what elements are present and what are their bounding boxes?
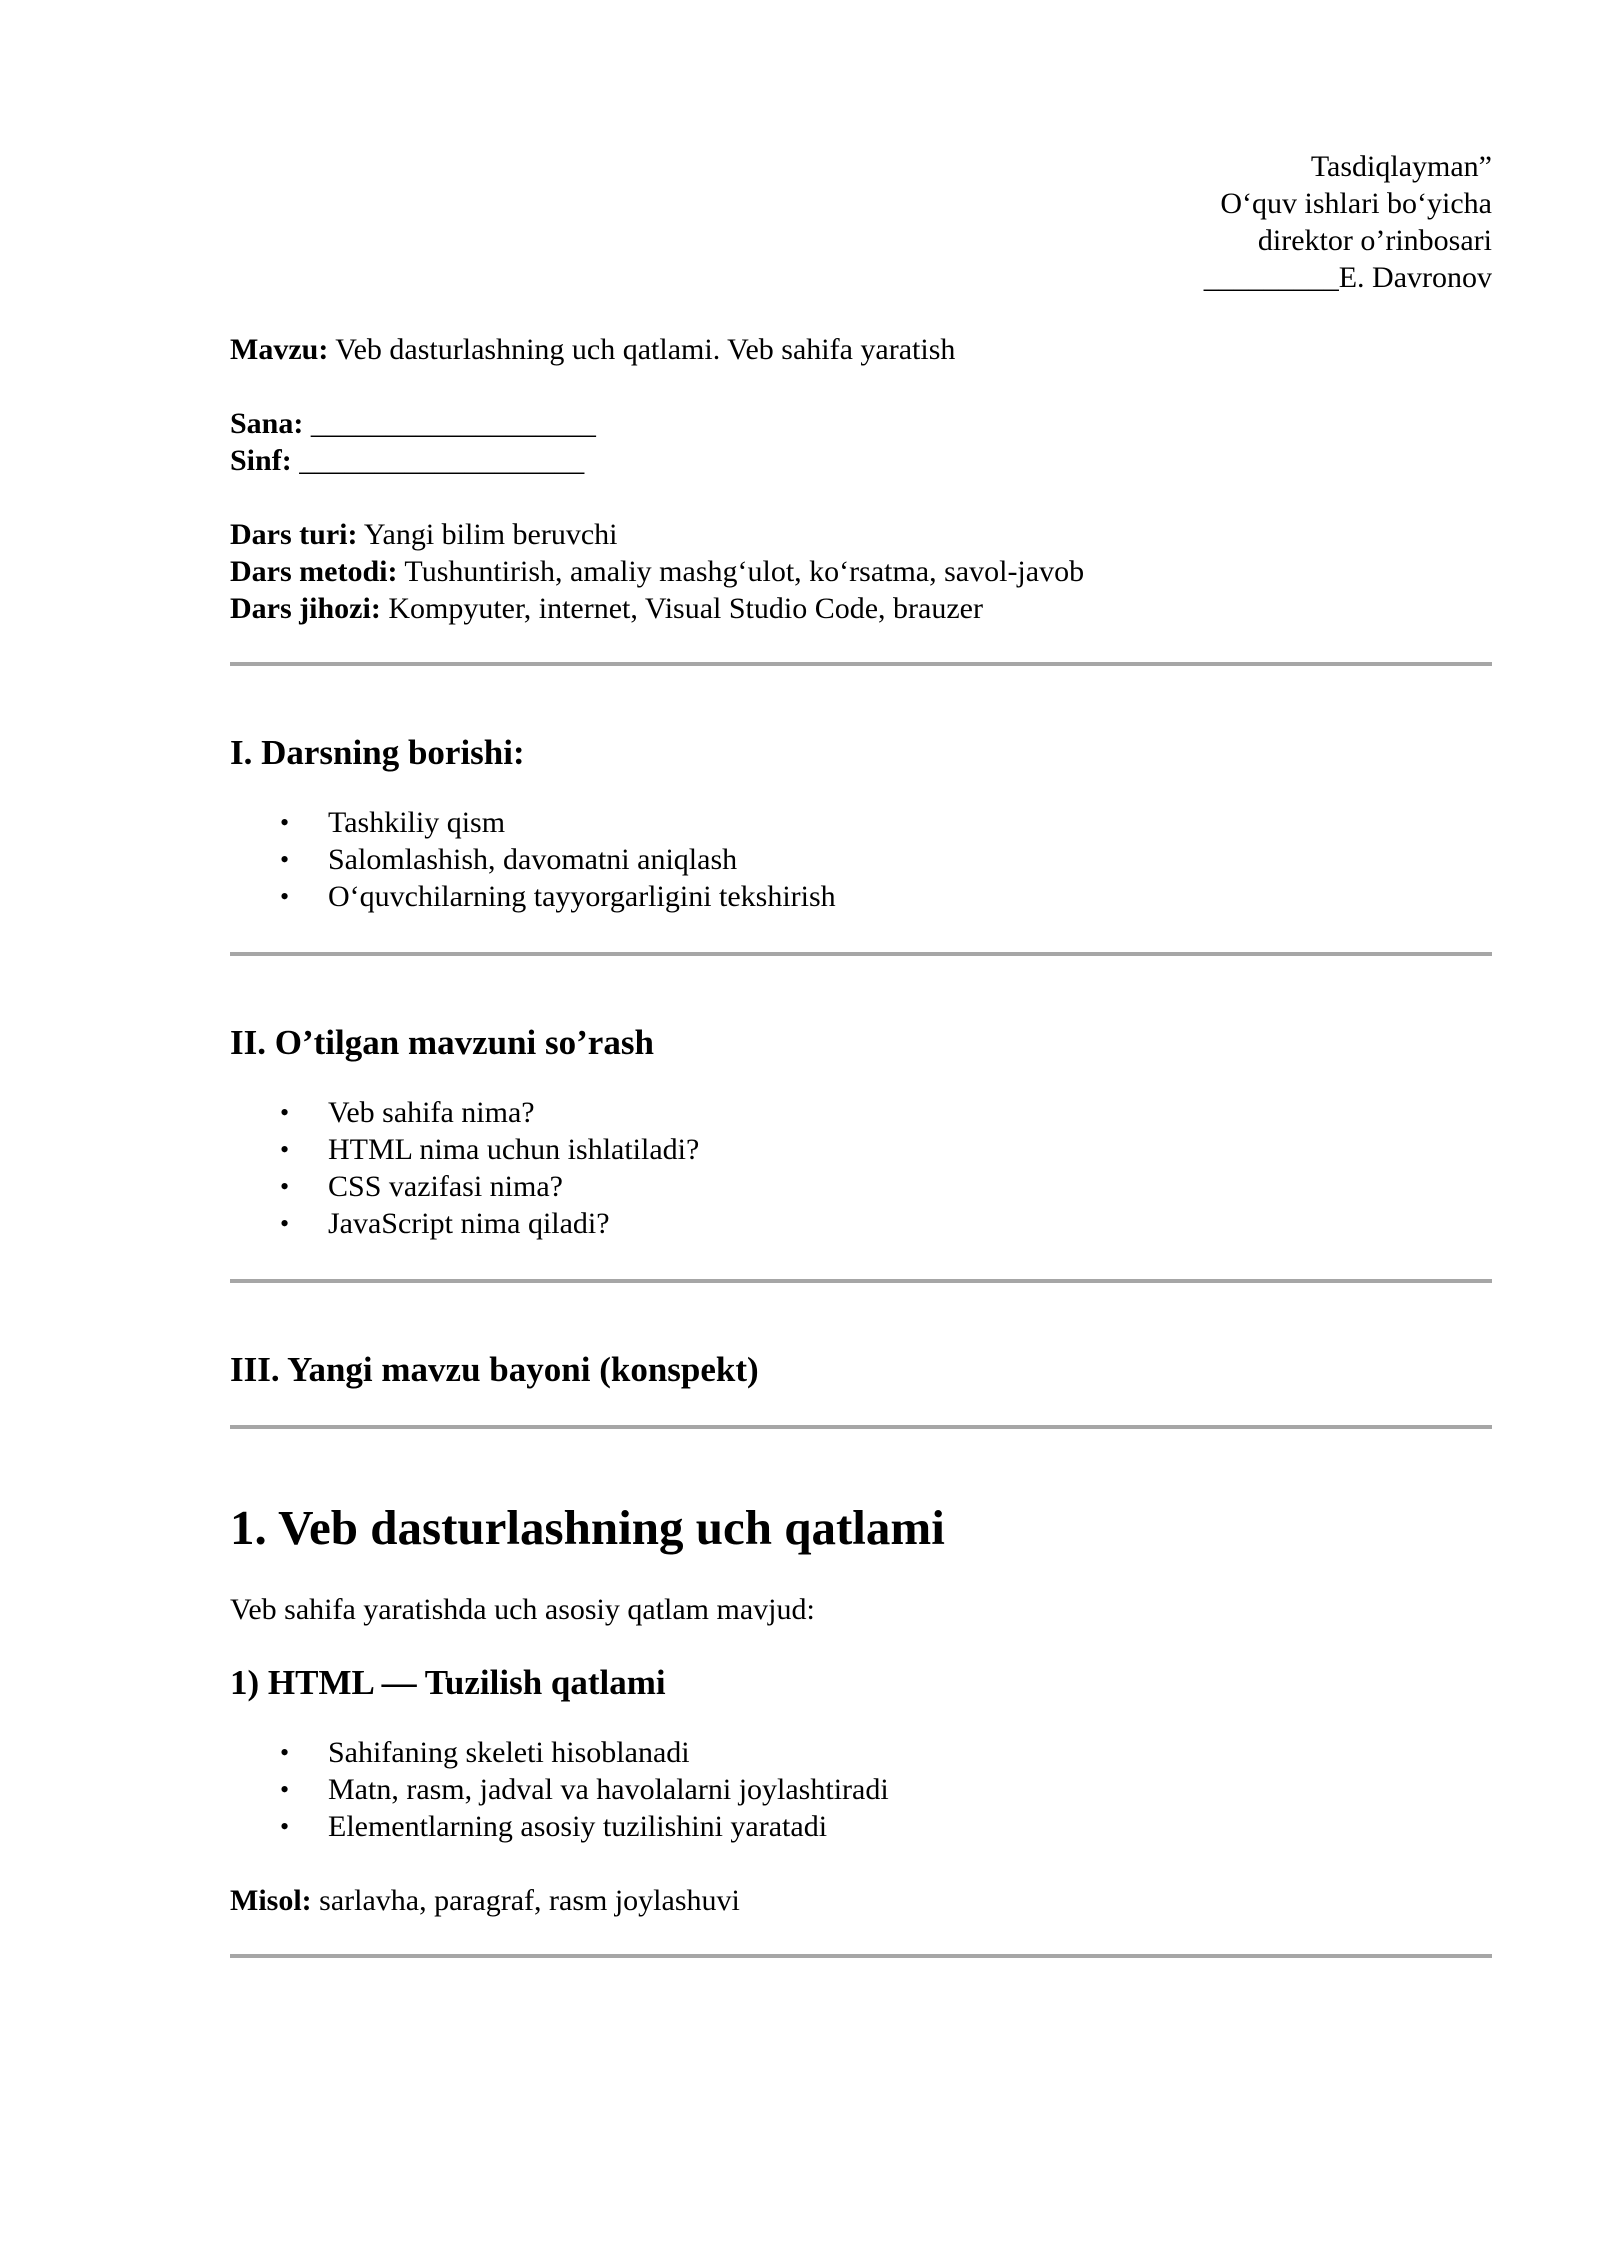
list-item-text: Tashkiliy qism — [328, 806, 506, 839]
date-label: Sana: — [230, 407, 304, 440]
lesson-info-block — [230, 516, 1492, 627]
lesson-equipment-value: Kompyuter, internet, Visual Studio Code, brauzer — [380, 592, 983, 625]
sub-heading: 1) HTML — Tuzilish qatlami — [230, 1663, 666, 1702]
approval-line: O‘quv ishlari bo‘yicha — [1220, 187, 1492, 220]
list-item-text: CSS vazifasi nima? — [328, 1170, 563, 1203]
list-item — [230, 1734, 1492, 1771]
list-item-text: O‘quvchilarning tayyorgarligini tekshirish — [328, 880, 836, 913]
bullet-icon: • — [280, 845, 290, 874]
lesson-method-label: Dars metodi: — [230, 555, 398, 588]
list-item — [230, 1771, 1492, 1808]
class-label: Sinf: — [230, 444, 292, 477]
bullet-icon: • — [280, 1812, 290, 1841]
list-item-text: Matn, rasm, jadval va havolalarni joylashtiradi — [328, 1773, 889, 1806]
example-label: Misol: — [230, 1884, 312, 1917]
lesson-equipment-label: Dars jihozi: — [230, 592, 381, 625]
topic-value: Veb dasturlashning uch qatlami. Veb sahifa yaratish — [328, 333, 956, 366]
bullet-icon: • — [280, 1098, 290, 1127]
approval-line: Tasdiqlayman” — [1310, 150, 1492, 183]
section-divider — [230, 952, 1492, 956]
approval-line: direktor o’rinbosari — [1257, 224, 1492, 257]
class-row — [230, 442, 1492, 479]
list-item — [230, 1168, 1492, 1205]
bullet-icon: • — [280, 882, 290, 911]
bullet-icon: • — [280, 1209, 290, 1238]
example-line — [230, 1882, 1492, 1919]
bullet-icon: • — [280, 1135, 290, 1164]
lesson-method-row — [230, 553, 1492, 590]
list-item — [230, 1094, 1492, 1131]
section-list — [230, 1094, 1492, 1242]
list-item — [230, 1131, 1492, 1168]
section-title: I. Darsning borishi: — [230, 733, 525, 772]
list-item-text: Salomlashish, davomatni aniqlash — [328, 843, 738, 876]
document-body — [230, 148, 1492, 1958]
section-list — [230, 804, 1492, 915]
lesson-type-row — [230, 516, 1492, 553]
list-item-text: Veb sahifa nima? — [328, 1096, 535, 1129]
section-title: III. Yangi mavzu bayoni (konspekt) — [230, 1350, 759, 1389]
section-divider — [230, 1279, 1492, 1283]
lesson-equipment-row — [230, 590, 1492, 627]
list-item — [230, 804, 1492, 841]
approval-signature-line: _________E. Davronov — [1203, 261, 1492, 294]
section-list — [230, 1734, 1492, 1845]
section-title: II. O’tilgan mavzuni so’rash — [230, 1023, 654, 1062]
bullet-icon: • — [280, 808, 290, 837]
list-item — [230, 878, 1492, 915]
bullet-icon: • — [280, 1738, 290, 1767]
section-divider — [230, 1425, 1492, 1429]
part-heading: 1. Veb dasturlashning uch qatlami — [230, 1500, 945, 1555]
date-row — [230, 405, 1492, 442]
example-value: sarlavha, paragraf, rasm joylashuvi — [311, 1884, 740, 1917]
date-blank: ___________________ — [303, 407, 596, 440]
list-item-text: Sahifaning skeleti hisoblanadi — [328, 1736, 690, 1769]
list-item-text: HTML nima uchun ishlatiladi? — [328, 1133, 700, 1166]
lesson-type-value: Yangi bilim beruvchi — [357, 518, 618, 551]
list-item-text: Elementlarning asosiy tuzilishini yaratadi — [328, 1810, 828, 1843]
lesson-method-value: Tushuntirish, amaliy mashg‘ulot, ko‘rsatma, savol-javob — [397, 555, 1085, 588]
date-class-block — [230, 405, 1492, 479]
bullet-icon: • — [280, 1775, 290, 1804]
list-item-text: JavaScript nima qiladi? — [328, 1207, 610, 1240]
section-divider — [230, 1954, 1492, 1958]
part-intro: Veb sahifa yaratishda uch asosiy qatlam mavjud: — [230, 1593, 815, 1626]
class-blank: ___________________ — [291, 444, 585, 477]
list-item — [230, 1205, 1492, 1242]
list-item — [230, 1808, 1492, 1845]
topic-label: Mavzu: — [230, 333, 329, 366]
list-item — [230, 841, 1492, 878]
lesson-topic — [230, 331, 1492, 368]
section-divider — [230, 662, 1492, 666]
bullet-icon: • — [280, 1172, 290, 1201]
lesson-type-label: Dars turi: — [230, 518, 358, 551]
approval-block — [230, 148, 1492, 296]
